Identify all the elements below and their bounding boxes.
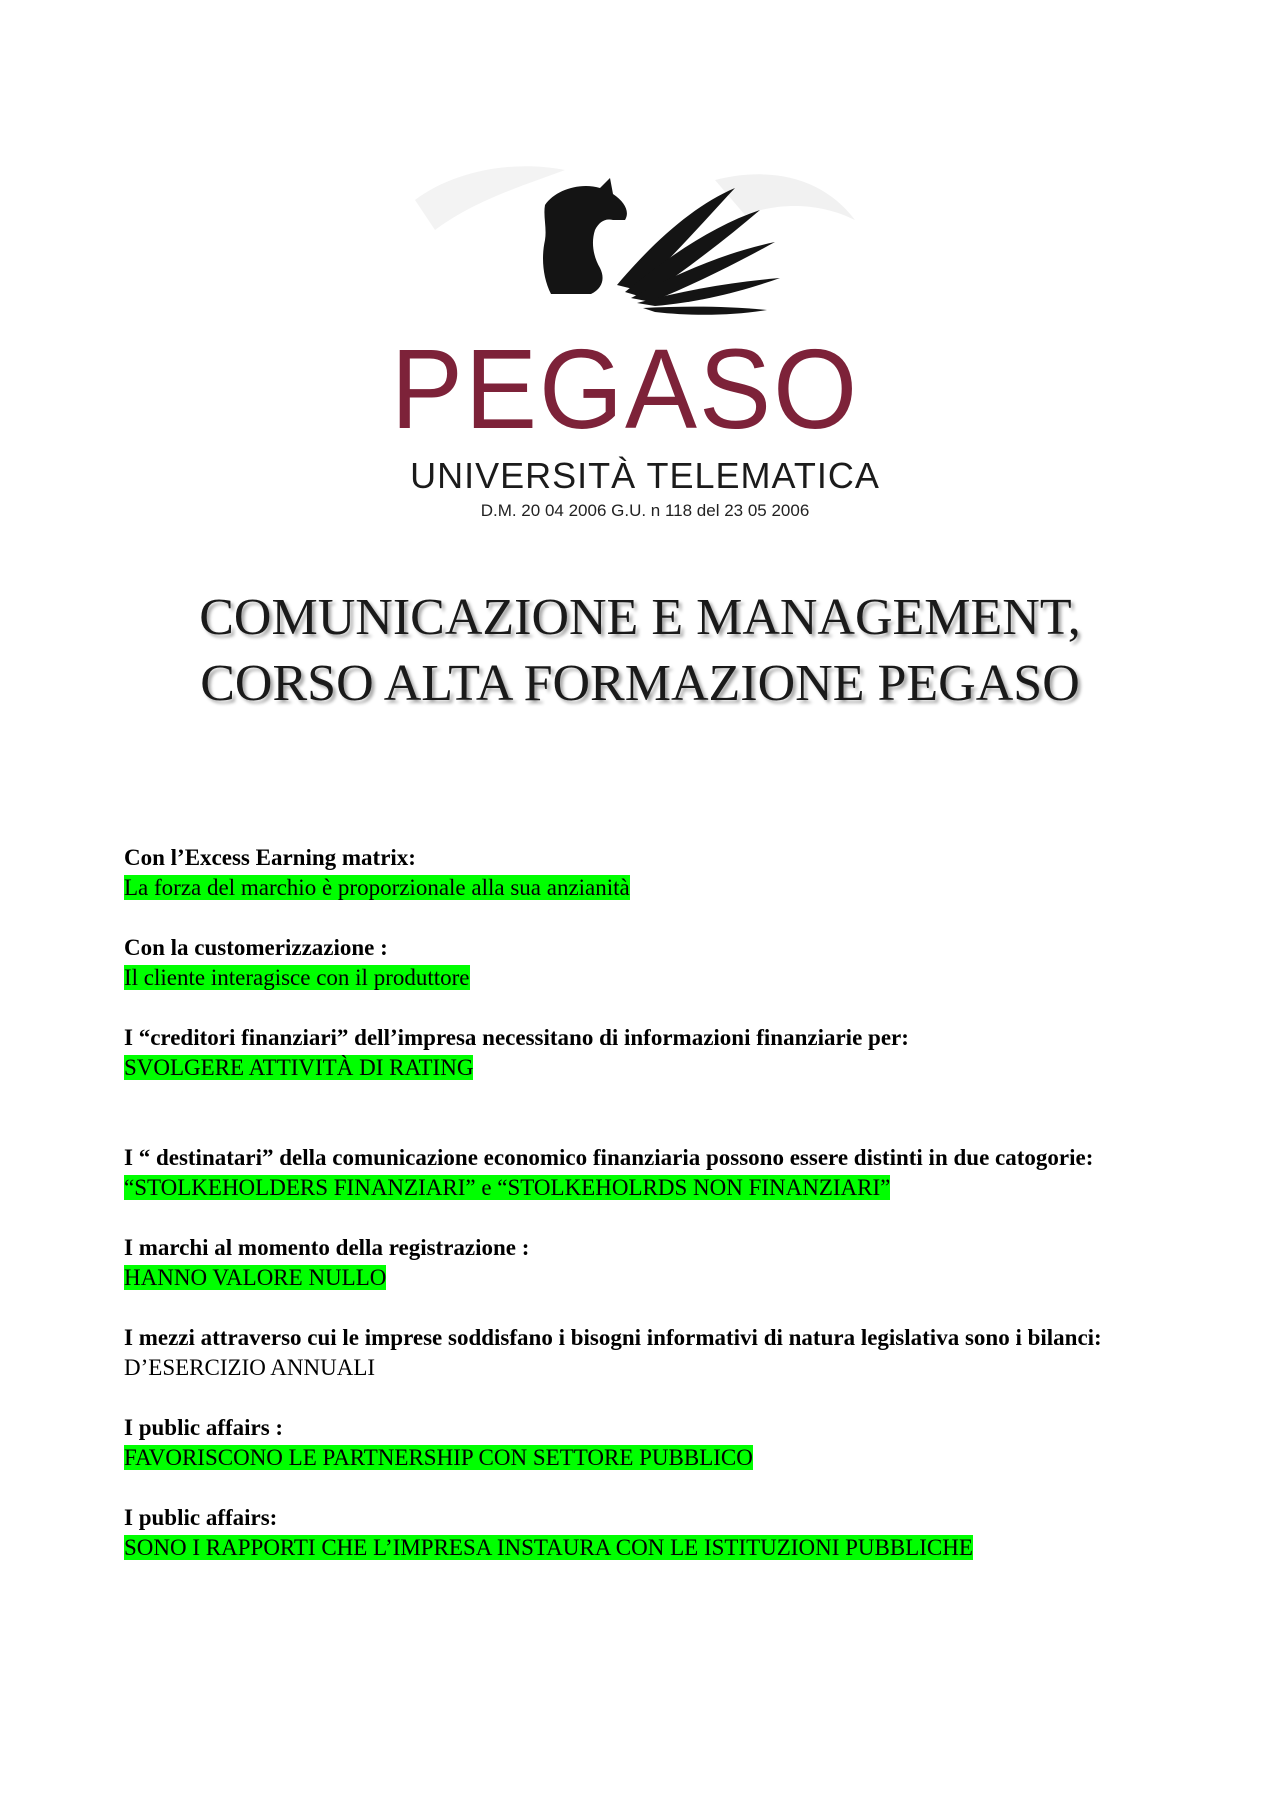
document-title: [0, 585, 1280, 717]
logo-wordmark: PEGASO: [390, 324, 860, 452]
question-text: I “creditori finanziari” dell’impresa necessitano di informazioni finanziarie per:: [124, 1025, 909, 1050]
qa-item: [124, 843, 1164, 903]
qa-item: [124, 1143, 1164, 1203]
answer-text: Il cliente interagisce con il produttore: [124, 965, 470, 990]
question-text: I mezzi attraverso cui le imprese soddisfano i bisogni informativi di natura legislativa sono i bilanci:: [124, 1325, 1102, 1350]
question-text: I public affairs :: [124, 1415, 284, 1440]
answer-text: FAVORISCONO LE PARTNERSHIP CON SETTORE PUBBLICO: [124, 1445, 753, 1470]
qa-item: [124, 1023, 1164, 1083]
question-text: I public affairs:: [124, 1505, 278, 1530]
answer-text: SONO I RAPPORTI CHE L’IMPRESA INSTAURA CON LE ISTITUZIONI PUBBLICHE: [124, 1535, 973, 1560]
logo-decree: D.M. 20 04 2006 G.U. n 118 del 23 05 2006: [480, 501, 810, 520]
university-logo: [355, 160, 915, 520]
title-line-1: COMUNICAZIONE E MANAGEMENT,: [199, 589, 1081, 646]
question-text: Con l’Excess Earning matrix:: [124, 845, 416, 870]
question-text: I marchi al momento della registrazione :: [124, 1235, 530, 1260]
qa-item: [124, 1233, 1164, 1293]
answer-text: SVOLGERE ATTIVITÀ DI RATING: [124, 1055, 474, 1080]
answer-text: D’ESERCIZIO ANNUALI: [124, 1355, 376, 1380]
answer-text: La forza del marchio è proporzionale alla sua anzianità: [124, 875, 630, 900]
question-text: I “ destinatari” della comunicazione economico finanziaria possono essere distinti in due catogorie:: [124, 1145, 1094, 1170]
qa-item: [124, 933, 1164, 993]
answer-text: HANNO VALORE NULLO: [124, 1265, 387, 1290]
qa-item: [124, 1503, 1164, 1563]
logo-subtitle: UNIVERSITÀ TELEMATICA: [410, 455, 880, 496]
title-line-2: CORSO ALTA FORMAZIONE PEGASO: [200, 655, 1080, 712]
answer-text: “STOLKEHOLDERS FINANZIARI” e “STOLKEHOLRDS NON FINANZIARI”: [124, 1175, 891, 1200]
question-list: [124, 843, 1164, 1593]
qa-item: [124, 1413, 1164, 1473]
question-text: Con la customerizzazione :: [124, 935, 388, 960]
qa-item: [124, 1323, 1164, 1383]
